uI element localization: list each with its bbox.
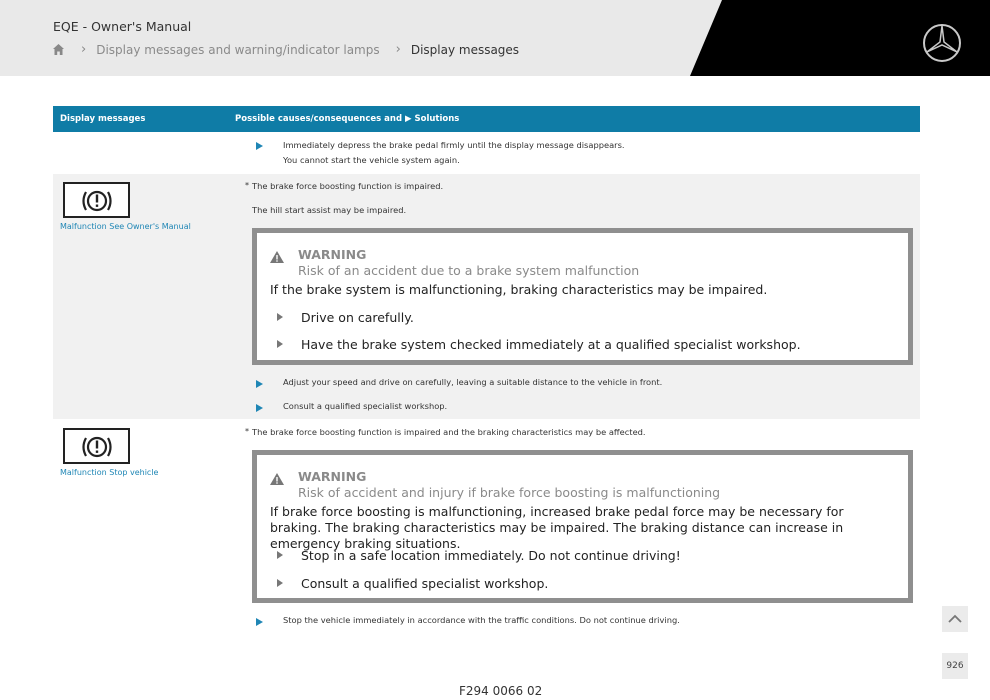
warning-step: Drive on carefully. (301, 310, 414, 325)
cause-text: The brake force boosting function is impaired and the braking characteristics may be affected. (252, 427, 646, 437)
cause-text: The brake force boosting function is impaired. (252, 181, 444, 191)
warning-step: Have the brake system checked immediately at a qualified specialist workshop. (301, 337, 801, 352)
warning-box (252, 228, 913, 365)
scroll-to-top-button[interactable] (942, 606, 968, 632)
display-message-label: Malfunction Stop vehicle (60, 468, 159, 477)
page-number-button[interactable]: 926 (942, 653, 968, 679)
chevron-right-icon: › (395, 42, 401, 57)
footnote-marker: * (245, 181, 249, 190)
step-arrow-icon (277, 551, 283, 559)
footnote-marker: * (245, 427, 249, 436)
step-note: You cannot start the vehicle system again. (283, 155, 460, 165)
column-header-causes: Possible causes/consequences and ▶ Solutions (235, 114, 460, 124)
brake-malfunction-icon (81, 186, 113, 216)
warning-step: Consult a qualified specialist workshop. (301, 576, 549, 591)
star-logo-icon (922, 23, 962, 63)
step-arrow-icon (277, 313, 283, 321)
breadcrumb-current: Display messages (410, 42, 520, 57)
step-arrow-icon (256, 404, 263, 412)
step-arrow-icon (256, 380, 263, 388)
display-message-label: Malfunction See Owner's Manual (60, 222, 191, 231)
warning-body: If brake force boosting is malfunctioning, increased brake pedal force may be necessary for braking. The braking characteristics may be impaired. The braking distance can increase in emergency braking situations. (270, 504, 844, 551)
step-text: Consult a qualified specialist workshop. (283, 401, 448, 411)
warning-box (252, 450, 913, 603)
warning-body: If the brake system is malfunctioning, braking characteristics may be impaired. (270, 282, 768, 297)
step-text: Adjust your speed and drive on carefully, leaving a suitable distance to the vehicle in front. (283, 377, 663, 387)
brake-warning-symbol (63, 182, 130, 218)
manual-title: EQE - Owner's Manual (53, 19, 192, 34)
warning-title: WARNING (298, 469, 367, 484)
breadcrumb-item[interactable]: Display messages and warning/indicator lamps (96, 42, 380, 57)
breadcrumb (52, 42, 519, 57)
column-header-messages: Display messages (60, 114, 146, 124)
figure-code: F294 0066 02 (459, 684, 543, 698)
warning-triangle-icon (270, 473, 284, 485)
chevron-right-icon: › (81, 42, 87, 57)
step-arrow-icon (277, 579, 283, 587)
cause-text: The hill start assist may be impaired. (252, 205, 407, 215)
warning-subtitle: Risk of an accident due to a brake system malfunction (298, 263, 640, 278)
warning-triangle-icon (270, 251, 284, 263)
chevron-up-icon (942, 606, 968, 632)
step-text: Immediately depress the brake pedal firmly until the display message disappears. (283, 140, 625, 150)
step-arrow-icon (256, 618, 263, 626)
page-header (0, 0, 990, 76)
step-arrow-icon (256, 142, 263, 150)
warning-subtitle: Risk of accident and injury if brake force boosting is malfunctioning (298, 485, 721, 500)
brake-warning-symbol (63, 428, 130, 464)
step-arrow-icon (277, 340, 283, 348)
home-icon[interactable] (52, 43, 65, 56)
brake-malfunction-icon (81, 432, 113, 462)
table-header (53, 106, 920, 132)
warning-title: WARNING (298, 247, 367, 262)
warning-step: Stop in a safe location immediately. Do not continue driving! (301, 548, 681, 563)
step-text: Stop the vehicle immediately in accordance with the traffic conditions. Do not continue driving. (283, 615, 680, 625)
